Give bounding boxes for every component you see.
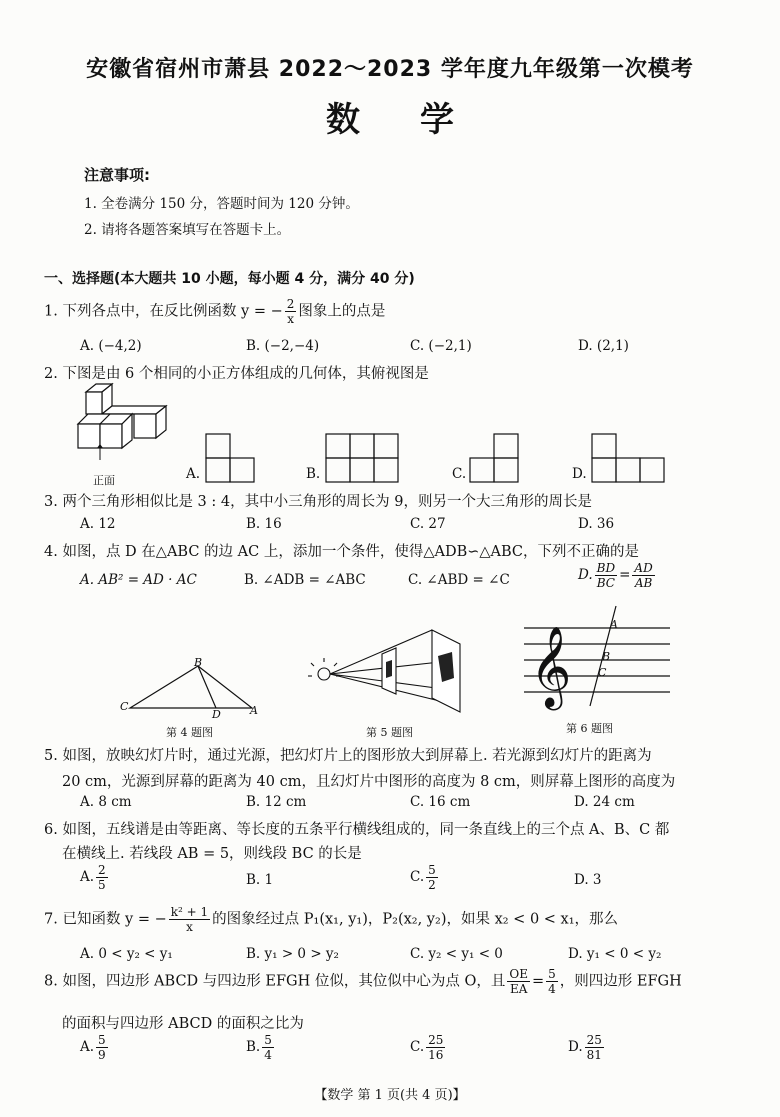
q3-option-c: C. 27 bbox=[410, 516, 446, 532]
q1-stem: 1. 下列各点中，在反比例函数 y = − bbox=[44, 303, 283, 320]
question-6-line1: 6. 如图，五线谱是由等距离、等长度的五条平行横线组成的，同一条直线上的三个点 A、B、C 都 bbox=[44, 822, 670, 838]
fig5-caption: 第 5 题图 bbox=[366, 726, 413, 739]
fig4-caption: 第 4 题图 bbox=[166, 726, 213, 739]
note-item: 2. 请将各题答案填写在答题卡上。 bbox=[84, 222, 291, 238]
q6-option-a: A. $\frac{2}{5}$ bbox=[80, 863, 106, 892]
q6-option-c: C. $\frac{5}{2}$ bbox=[410, 863, 436, 892]
fig6-label-a: A bbox=[610, 618, 618, 631]
q5-option-d: D. 24 cm bbox=[574, 794, 635, 810]
cube-solid-figure bbox=[72, 384, 182, 470]
question-7: 7. 已知函数 y = − $\frac{\text{k² + 1}}{x}$ 的图象经过点 P₁(x₁, y₁)，P₂(x₂, y₂)，如果 x₂ < 0 < x₁，那么 bbox=[44, 905, 619, 934]
figure-4-triangle bbox=[118, 656, 268, 716]
q4-option-c: C. ∠ABD = ∠C bbox=[408, 572, 510, 588]
q5-option-c: C. 16 cm bbox=[410, 794, 471, 810]
q3-option-a: A. 12 bbox=[80, 516, 116, 532]
q8-option-c: C. $\frac{25}{16}$ bbox=[410, 1033, 444, 1062]
q6-option-d: D. 3 bbox=[574, 872, 602, 888]
question-1: 1. 下列各点中，在反比例函数 y = − $\frac{2}{x}$ 图象上的点是 bbox=[44, 297, 386, 326]
figure-5-projector bbox=[310, 626, 470, 718]
fig4-label-c: C bbox=[120, 700, 129, 713]
question-5-line1: 5. 如图，放映幻灯片时，通过光源，把幻灯片上的图形放大到屏幕上. 若光源到幻灯片的距离为 bbox=[44, 748, 652, 764]
svg-text:𝄞: 𝄞 bbox=[530, 625, 572, 707]
question-5-line2: 20 cm，光源到屏幕的距离为 40 cm，且幻灯片中图形的高度为 8 cm，则屏幕上图形的高度为 bbox=[62, 774, 676, 790]
question-6-line2: 在横线上. 若线段 AB = 5，则线段 BC 的长是 bbox=[62, 846, 362, 862]
q6-option-b: B. 1 bbox=[246, 872, 274, 888]
q3-option-b: B. 16 bbox=[246, 516, 282, 532]
fig6-label-c: C bbox=[598, 666, 607, 679]
q7-fraction: $\frac{\text{k² + 1}}{x}$ bbox=[170, 905, 209, 934]
exam-title: 安徽省宿州市萧县 2022～2023 学年度九年级第一次模考 bbox=[86, 57, 694, 82]
q8-option-b: B. $\frac{5}{4}$ bbox=[246, 1033, 272, 1062]
question-8-line2: 的面积与四边形 ABCD 的面积之比为 bbox=[62, 1016, 304, 1032]
q1-option-b: B. (−2,−4) bbox=[246, 338, 320, 354]
q1-option-a: A. (−4,2) bbox=[80, 338, 142, 354]
q4-option-a: A. AB² = AD · AC bbox=[80, 572, 197, 588]
fig4-label-d: D bbox=[212, 708, 221, 721]
q4-option-d: D. $\frac{BD}{BC}$ = $\frac{AD}{AB}$ bbox=[578, 561, 653, 590]
q2-option-d-grid bbox=[592, 434, 664, 482]
q2-option-d-label: D. bbox=[572, 466, 587, 482]
fig6-caption: 第 6 题图 bbox=[566, 722, 613, 735]
question-3: 3. 两个三角形相似比是 3 : 4，其中小三角形的周长为 9，则另一个大三角形的周长是 bbox=[44, 494, 592, 510]
fig4-label-b: B bbox=[194, 656, 203, 669]
q7-option-a: A. 0 < y₂ < y₁ bbox=[80, 946, 173, 962]
question-2: 2. 下图是由 6 个相同的小正方体组成的几何体，其俯视图是 bbox=[44, 366, 429, 382]
q1-option-c: C. (−2,1) bbox=[410, 338, 472, 354]
q8-option-d: D. $\frac{25}{81}$ bbox=[568, 1033, 602, 1062]
section-heading: 一、选择题(本大题共 10 小题，每小题 4 分，满分 40 分) bbox=[44, 271, 415, 287]
q7-option-c: C. y₂ < y₁ < 0 bbox=[410, 946, 503, 962]
q2-option-a-grid bbox=[206, 434, 254, 482]
note-item: 1. 全卷满分 150 分，答题时间为 120 分钟。 bbox=[84, 196, 359, 212]
figure-6-staff bbox=[524, 606, 674, 710]
q2-option-c-label: C. bbox=[452, 466, 467, 482]
q3-option-d: D. 36 bbox=[578, 516, 615, 532]
q5-option-b: B. 12 cm bbox=[246, 794, 307, 810]
q2-option-b-label: B. bbox=[306, 466, 321, 482]
q2-option-b-grid bbox=[326, 434, 398, 482]
q1-option-d: D. (2,1) bbox=[578, 338, 629, 354]
q1-fraction: $\frac{2}{x}$ bbox=[286, 297, 295, 326]
q7-option-b: B. y₁ > 0 > y₂ bbox=[246, 946, 339, 962]
subject-title: 数学 bbox=[326, 100, 514, 140]
question-4: 4. 如图，点 D 在△ABC 的边 AC 上，添加一个条件，使得△ADB∽△ABC，下列不正确的是 bbox=[44, 544, 640, 560]
fig4-label-a: A bbox=[250, 704, 258, 717]
q5-option-a: A. 8 cm bbox=[80, 794, 132, 810]
fig6-label-b: B bbox=[602, 650, 611, 663]
front-label: 正面 bbox=[93, 474, 115, 487]
notes-heading: 注意事项: bbox=[84, 166, 150, 184]
q7-option-d: D. y₁ < 0 < y₂ bbox=[568, 946, 662, 962]
q8-option-a: A. $\frac{5}{9}$ bbox=[80, 1033, 106, 1062]
q2-option-a-label: A. bbox=[186, 466, 201, 482]
question-8: 8. 如图，四边形 ABCD 与四边形 EFGH 位似，其位似中心为点 O，且 $\frac{OE}{EA}$ = $\frac{5}{4}$ ，则四边形 EFGH bbox=[44, 967, 682, 996]
page-footer: 【数学 第 1 页(共 4 页)】 bbox=[314, 1088, 466, 1103]
q4-option-b: B. ∠ADB = ∠ABC bbox=[244, 572, 366, 588]
q2-option-c-grid bbox=[470, 434, 518, 482]
